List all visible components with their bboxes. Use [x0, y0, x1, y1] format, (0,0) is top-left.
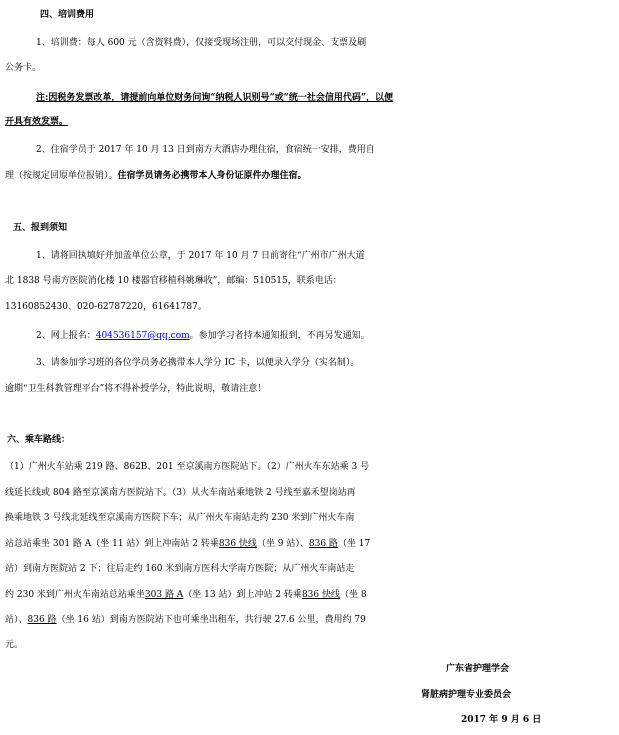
route-line-5: 站）到南方医院站 2 下；往后走约 160 米到南方医科大学南方医院；从广州火车南站走: [5, 564, 355, 574]
stay-id-requirement: 住宿学员请务必携带本人身份证原件办理住宿。: [117, 171, 307, 181]
route-303a-bus: 303 路 A: [144, 590, 184, 600]
route-836-express-2: 836 快线: [301, 590, 340, 600]
route-line-7-part-a: 站）、: [5, 615, 28, 625]
route-line-7: [5, 610, 366, 630]
fee-line-2: 公务卡。: [5, 63, 42, 73]
route-line-8: 元。: [5, 640, 24, 650]
online-register-line: [36, 326, 370, 346]
route-line-4-part-a: 站总站乘坐 301 路 A（坐 11 站）到上冲南站 2 转乘: [5, 539, 219, 549]
invoice-note-line-1: 注:因税务发票改革，请提前向单位财务问询“纳税人识别号”或“统一社会信用代码”，以便: [36, 93, 394, 103]
section5-title: 五、报到须知: [13, 223, 68, 233]
register-line-3: 13160852430、020-62787220，61641787。: [5, 302, 207, 312]
invoice-note-line-2: 开具有效发票。: [5, 117, 69, 127]
stay-line-1: 2、住宿学员于 2017 年 10 月 13 日到南方大酒店办理住宿，食宿统一安排，费用自: [36, 145, 375, 155]
route-line-3: 换乘地铁 3 号线北延线至京溪南方医院下车；从广州火车南站走约 230 米到广州火车南: [5, 513, 355, 523]
route-836-bus: 836 路: [308, 539, 338, 549]
credit-card-line-1: 3、请参加学习班的各位学员务必携带本人学分 IC 卡，以便录入学分（实名制）。: [36, 358, 360, 368]
section6-title: 六、乘车路线：: [7, 435, 71, 445]
stay-line-2-text: 理（按规定回原单位报销）。: [5, 171, 118, 181]
route-line-4-part-c: （坐 17: [337, 539, 371, 549]
signature-date: 2017 年 9 月 6 日: [461, 715, 542, 725]
route-line-4: [5, 534, 370, 554]
email-link[interactable]: 404536157@qq.com: [95, 331, 190, 341]
route-line-6-part-c: （坐 8: [339, 590, 367, 600]
route-line-6-part-b: （坐 13 站）到上冲站 2 转乘: [183, 590, 302, 600]
signature-org-1: 广东省护理学会: [446, 664, 510, 674]
route-line-7-part-b: （坐 16 站）到南方医院站下也可乘坐出租车，共行驶 27.6 公里，费用约 79: [56, 615, 366, 625]
register-line-2: 北 1838 号南方医院消化楼 10 楼器官移植科姚琳收”，邮编：510515，联系电话：: [5, 276, 342, 286]
route-line-6-part-a: 约 230 米到广州火车南站总站乘坐: [5, 590, 145, 600]
route-line-1: （1）广州火车站乘 219 路、862B、201 至京溪南方医院站下。（2）广州火车东站乘 3 号: [5, 462, 370, 472]
online-register-label: 2、网上报名：: [36, 331, 96, 341]
route-836-express: 836 快线: [218, 539, 257, 549]
credit-card-line-2: 逾期“卫生科教管理平台”将不得补授学分，特此说明，敬请注意！: [5, 384, 267, 394]
register-line-1: 1、请将回执填好并加盖单位公章，于 2017 年 10 月 7 日前寄往“广州市广州大道: [36, 251, 365, 261]
online-register-text: 。参加学习者持本通知报到，不再另发通知。: [189, 331, 370, 341]
route-line-4-part-b: （坐 9 站）、: [256, 539, 309, 549]
route-line-2: 线延长线或 804 路至京溪南方医院站下。（3）从火车南站乘地铁 2 号线至嘉禾望岗站再: [5, 488, 356, 498]
route-836-bus-2: 836 路: [27, 615, 57, 625]
fee-line-1: 1、培训费：每人 600 元（含资料费），仅接受现场注册，可以交付现金、支票及刷: [36, 38, 367, 48]
section4-title: 四、培训费用: [40, 10, 95, 20]
route-line-6: [5, 585, 367, 605]
stay-line-2: [5, 166, 307, 186]
signature-org-2: 肾脏病护理专业委员会: [421, 690, 512, 700]
